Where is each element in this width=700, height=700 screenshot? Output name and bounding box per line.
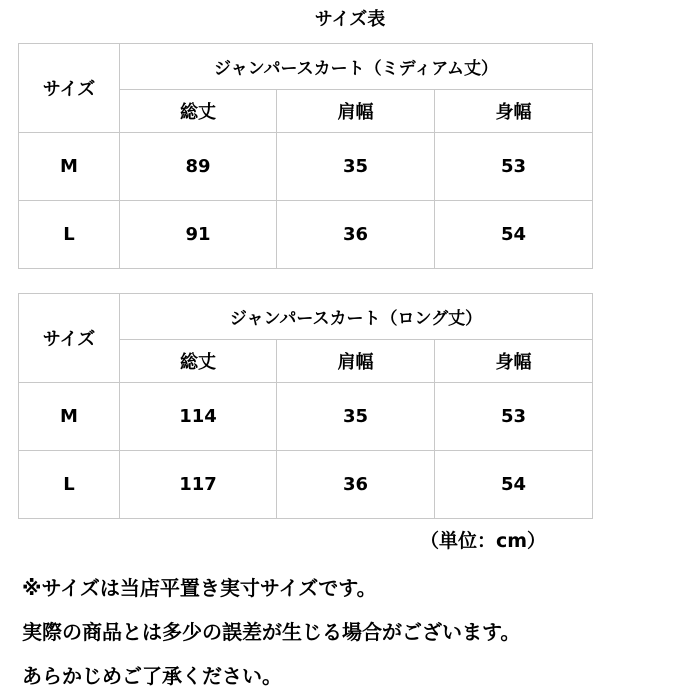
value-cell: 53 xyxy=(435,133,593,201)
note-line: 実際の商品とは多少の誤差が生じる場合がございます。 xyxy=(22,620,521,644)
size-table-medium xyxy=(18,43,593,269)
size-cell: L xyxy=(19,201,120,269)
size-cell: M xyxy=(19,383,120,451)
table-row xyxy=(19,451,593,519)
table-row xyxy=(19,133,593,201)
column-header-total-length: 総丈 xyxy=(120,90,277,133)
column-header-body-width: 身幅 xyxy=(435,340,593,383)
value-cell: 54 xyxy=(435,451,593,519)
note-line: あらかじめご了承ください。 xyxy=(22,664,282,688)
table-header-row xyxy=(19,44,593,90)
size-header-cell: サイズ xyxy=(19,294,120,383)
table-caption: ジャンパースカート（ミディアム丈） xyxy=(120,44,593,90)
value-cell: 89 xyxy=(120,133,277,201)
value-cell: 91 xyxy=(120,201,277,269)
size-table-long xyxy=(18,293,593,519)
unit-note: （単位：cm） xyxy=(420,530,547,552)
table-caption: ジャンパースカート（ロング丈） xyxy=(120,294,593,340)
size-header-cell: サイズ xyxy=(19,44,120,133)
notes-block xyxy=(22,566,694,698)
table-row xyxy=(19,383,593,451)
value-cell: 36 xyxy=(277,451,435,519)
column-header-body-width: 身幅 xyxy=(435,90,593,133)
column-header-shoulder-width: 肩幅 xyxy=(277,90,435,133)
column-header-total-length: 総丈 xyxy=(120,340,277,383)
column-header-shoulder-width: 肩幅 xyxy=(277,340,435,383)
value-cell: 114 xyxy=(120,383,277,451)
value-cell: 54 xyxy=(435,201,593,269)
value-cell: 35 xyxy=(277,133,435,201)
table-header-row xyxy=(19,294,593,340)
value-cell: 36 xyxy=(277,201,435,269)
table-row xyxy=(19,201,593,269)
note-line: ※サイズは当店平置き実寸サイズです。 xyxy=(22,576,377,600)
value-cell: 117 xyxy=(120,451,277,519)
value-cell: 35 xyxy=(277,383,435,451)
page-title: サイズ表 xyxy=(314,9,386,30)
value-cell: 53 xyxy=(435,383,593,451)
size-cell: M xyxy=(19,133,120,201)
size-cell: L xyxy=(19,451,120,519)
